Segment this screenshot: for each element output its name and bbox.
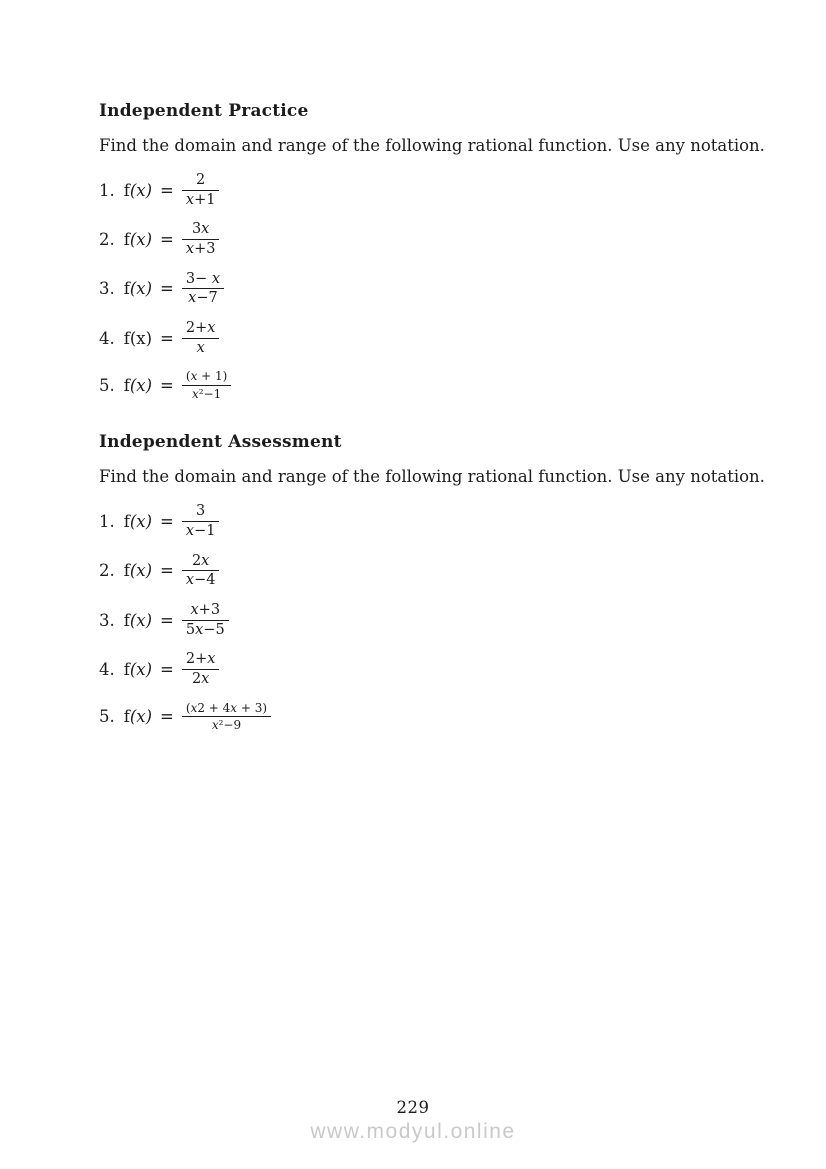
fraction-denominator: x−7 <box>188 290 218 307</box>
function-label <box>124 230 152 249</box>
fraction <box>182 651 220 687</box>
equals-sign: = <box>160 375 174 395</box>
fraction <box>182 221 220 257</box>
fraction-numerator: x+3 <box>182 602 229 621</box>
function-label <box>124 181 152 200</box>
function-args: (x) <box>129 279 153 299</box>
math-variable: x <box>196 339 205 356</box>
fraction-numerator: 3x <box>182 221 220 240</box>
watermark-text: www.modyul.online <box>310 1120 516 1143</box>
equals-sign: = <box>160 230 174 250</box>
fraction-denominator: x+1 <box>185 191 216 208</box>
fraction-denominator: 2x <box>191 670 210 687</box>
worksheet-section <box>99 101 765 401</box>
practice-item <box>99 701 736 733</box>
fraction-denominator: x+3 <box>185 241 216 258</box>
practice-item <box>99 369 736 401</box>
function-args: (x) <box>129 511 153 531</box>
practice-item <box>99 320 736 356</box>
math-variable: x <box>201 221 210 238</box>
practice-item <box>99 221 736 257</box>
function-name: f <box>123 375 130 395</box>
fraction-numerator: 2x <box>182 553 220 572</box>
equals-sign: = <box>160 180 174 200</box>
math-variable: x <box>191 386 199 401</box>
equals-sign: = <box>160 328 174 348</box>
function-args: (x) <box>129 610 153 630</box>
item-number: 4. <box>99 659 115 679</box>
equals-sign: = <box>160 610 174 630</box>
practice-item <box>99 651 736 687</box>
equals-sign: = <box>160 561 174 581</box>
fraction <box>182 172 220 208</box>
fraction-numerator: 2+x <box>182 651 220 670</box>
function-args: (x) <box>129 328 153 348</box>
math-variable: x <box>190 601 199 618</box>
function-name: f <box>123 706 130 726</box>
fraction-denominator <box>182 339 220 357</box>
item-number: 4. <box>99 328 115 348</box>
item-number: 5. <box>99 706 115 726</box>
function-args: (x) <box>129 561 153 581</box>
math-variable: x <box>190 369 198 384</box>
function-args: (x) <box>129 375 153 395</box>
math-variable: x <box>185 241 195 258</box>
function-name: f <box>123 279 130 299</box>
item-number: 1. <box>99 511 115 531</box>
sections-container <box>99 101 765 732</box>
fraction-denominator: x²−9 <box>211 717 242 732</box>
function-label <box>124 707 152 726</box>
section-instruction: Find the domain and range of the following rational function. Use any notation. <box>99 467 765 487</box>
fraction <box>182 503 220 539</box>
function-label <box>124 376 152 395</box>
fraction <box>182 369 231 401</box>
fraction-denominator: 5x−5 <box>185 621 225 638</box>
fraction-numerator: 2+x <box>182 320 220 339</box>
fraction-numerator: (x2 + 4x + 3) <box>182 701 271 717</box>
worksheet-section <box>99 432 765 732</box>
practice-item <box>99 503 736 539</box>
page-number: 229 <box>396 1098 430 1117</box>
item-number: 1. <box>99 180 115 200</box>
math-variable: x <box>188 290 197 307</box>
math-variable: x <box>195 621 204 638</box>
practice-item <box>99 553 736 589</box>
math-variable: x <box>207 320 216 337</box>
function-name: f <box>123 180 130 200</box>
item-list <box>99 503 736 732</box>
function-label <box>124 660 152 679</box>
fraction <box>182 271 224 307</box>
equals-sign: = <box>160 511 174 531</box>
math-variable: x <box>185 572 195 589</box>
math-variable: x <box>185 191 195 208</box>
math-variable: x <box>201 552 210 569</box>
practice-item <box>99 172 736 208</box>
item-number: 3. <box>99 279 115 299</box>
item-number: 2. <box>99 561 115 581</box>
item-list <box>99 172 736 401</box>
fraction-numerator: (x + 1) <box>182 369 231 385</box>
math-variable: x <box>185 522 195 539</box>
function-label <box>124 512 152 531</box>
fraction <box>182 602 229 638</box>
function-args: (x) <box>129 180 153 200</box>
fraction-numerator: 3 <box>182 503 220 522</box>
practice-item <box>99 602 736 638</box>
math-variable: x <box>190 700 198 715</box>
fraction <box>182 320 220 356</box>
math-variable: x <box>211 270 221 287</box>
practice-item <box>99 271 736 307</box>
function-label <box>124 611 152 630</box>
fraction-numerator: 3− x <box>182 271 224 290</box>
function-args: (x) <box>129 230 153 250</box>
function-label <box>124 279 152 298</box>
item-number: 3. <box>99 610 115 630</box>
fraction-numerator: 2 <box>182 172 220 191</box>
function-name: f <box>123 511 130 531</box>
item-number: 2. <box>99 230 115 250</box>
equals-sign: = <box>160 659 174 679</box>
math-variable: x <box>201 670 210 687</box>
function-label <box>124 329 152 348</box>
section-instruction: Find the domain and range of the following rational function. Use any notation. <box>99 136 765 155</box>
function-args: (x) <box>129 706 153 726</box>
fraction-denominator: x−1 <box>185 522 216 539</box>
section-title: Independent Practice <box>99 101 309 121</box>
fraction <box>182 701 271 733</box>
math-variable: x <box>207 651 216 668</box>
function-args: (x) <box>129 659 153 679</box>
fraction-denominator: x²−1 <box>191 386 222 401</box>
fraction <box>182 553 220 589</box>
math-variable: x <box>230 700 238 715</box>
fraction-denominator: x−4 <box>185 572 216 589</box>
equals-sign: = <box>160 706 174 726</box>
function-name: f <box>123 230 130 250</box>
function-name: f <box>123 561 130 581</box>
math-variable: x <box>211 717 219 732</box>
function-name: f <box>123 659 130 679</box>
item-number: 5. <box>99 375 115 395</box>
section-title: Independent Assessment <box>99 432 342 453</box>
function-name: f <box>123 610 130 630</box>
equals-sign: = <box>160 279 174 299</box>
function-name: f <box>123 328 130 348</box>
function-label <box>124 561 152 580</box>
